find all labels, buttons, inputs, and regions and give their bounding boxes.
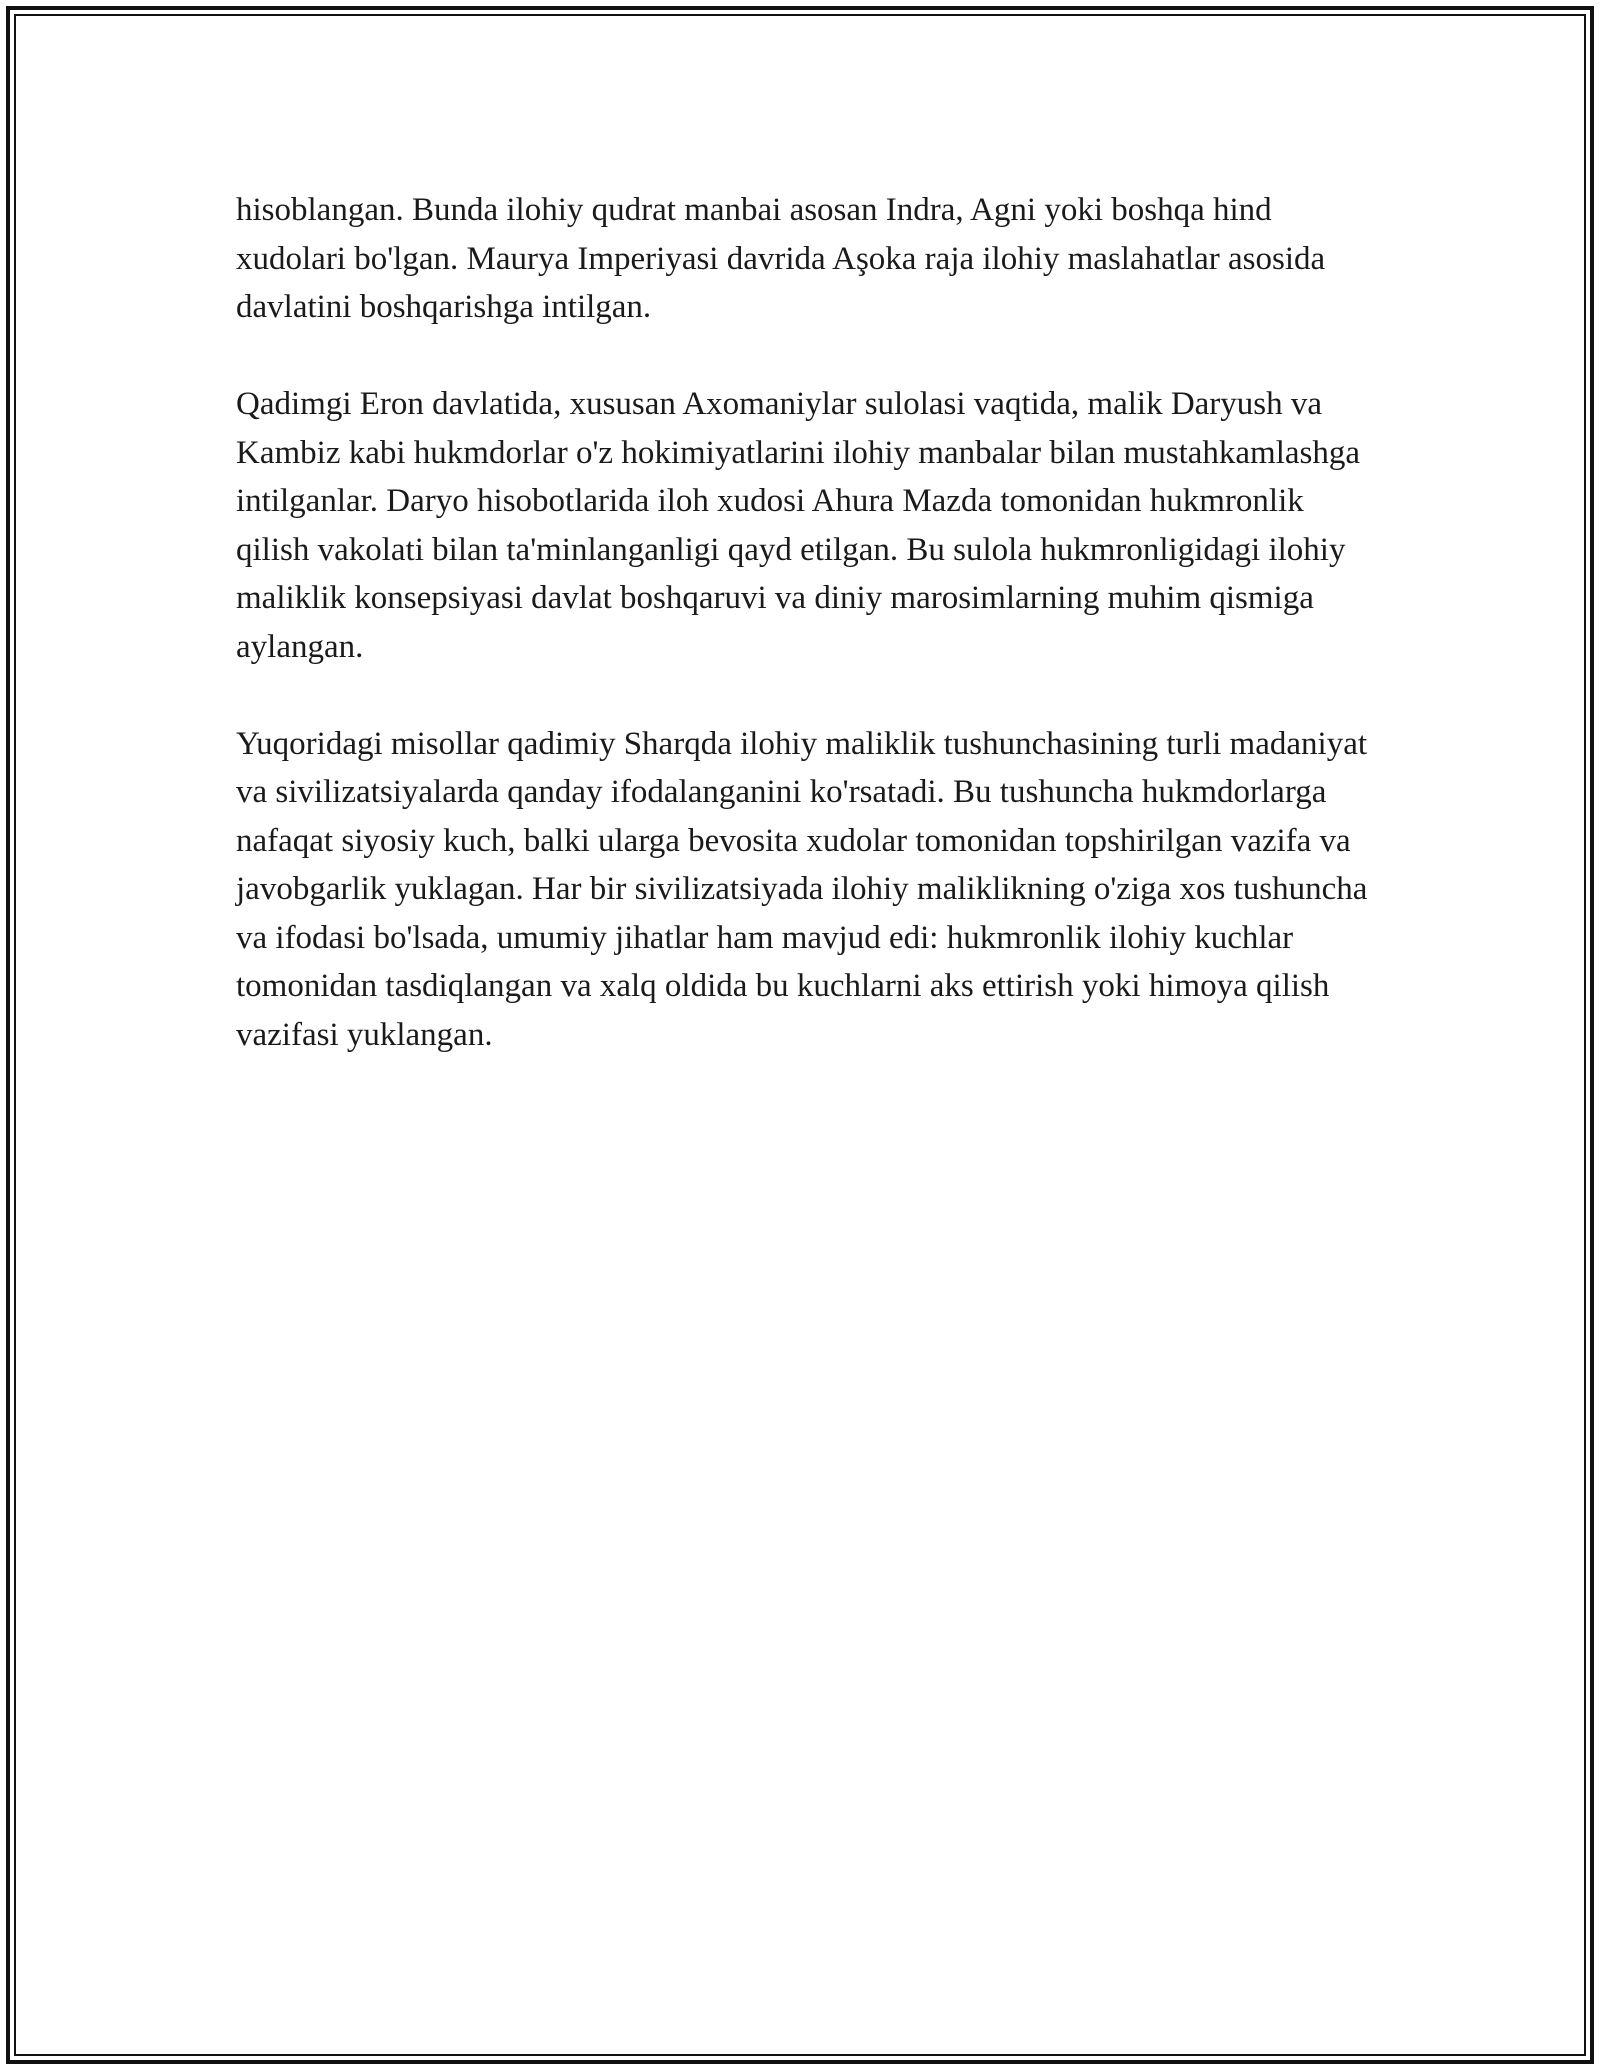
- paragraph: Yuqoridagi misollar qadimiy Sharqda ilohiy maliklik tushunchasining turli madaniyat va sivilizatsiyalarda qanday ifodalanganini ko'rsatadi. Bu tushuncha hukmdorlarga nafaqat siyosiy kuch, balki ularga bevosita xudolar tomonidan topshirilgan vazifa va javobgarlik yuklagan. Har bir sivilizatsiyada ilohiy maliklikning o'ziga xos tushuncha va ifodasi bo'lsada, umumiy jihatlar ham mavjud edi: hukmronlik ilohiy kuchlar tomonidan tasdiqlangan va xalq oldida bu kuchlarni aks ettirish yoki himoya qilish vazifasi yuklangan.: [236, 725, 1368, 1053]
- paragraph: hisoblangan. Bunda ilohiy qudrat manbai asosan Indra, Agni yoki boshqa hind xudolari bo'lgan. Maurya Imperiyasi davrida Aşoka raja ilohiy maslahatlar asosida davlatini boshqarishga intilgan.: [236, 192, 1326, 325]
- paragraph: Qadimgi Eron davlatida, xususan Axomaniylar sulolasi vaqtida, malik Daryush va Kambiz kabi hukmdorlar o'z hokimiyatlarini ilohiy manbalar bilan mustahkamlashga intilganlar. Daryo hisobotlarida iloh xudosi Ahura Mazda tomonidan hukmronlik qilish vakolati bilan ta'minlanganligi qayd etilgan. Bu sulola hukmronligidagi ilohiy maliklik konsepsiyasi davlat boshqaruvi va diniy marosimlarning muhim qismiga aylangan.: [236, 386, 1360, 665]
- document-body: [236, 186, 1376, 1059]
